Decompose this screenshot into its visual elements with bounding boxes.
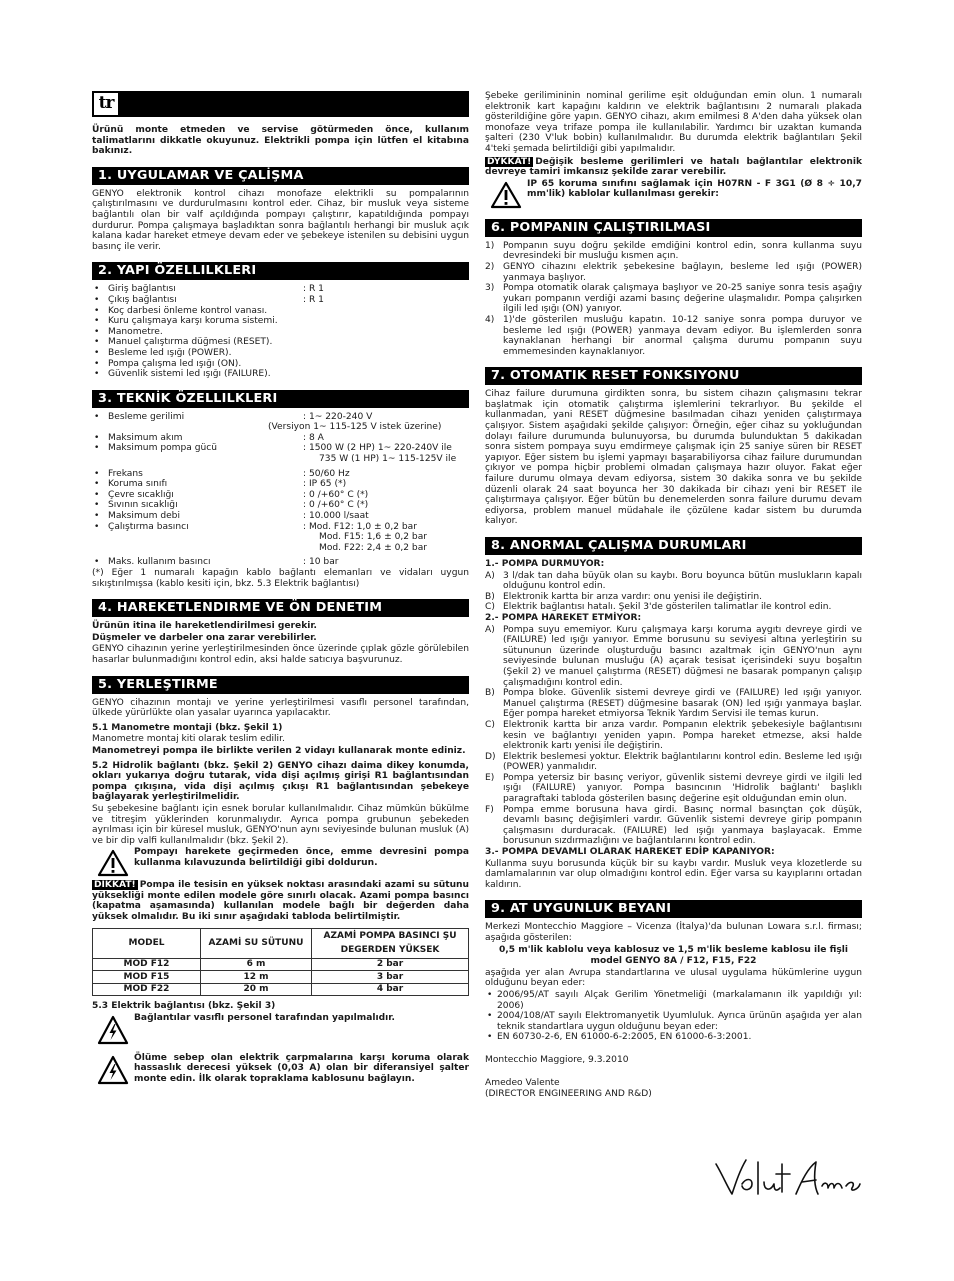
group-1-list: [485, 571, 862, 613]
electric-hazard-icon: [97, 1015, 129, 1045]
list-item: 2) GENYO cihazını elektrik şebekesine bağlayın, besleme led ışığı (POWER) yanmaya başlıyor.: [485, 261, 862, 283]
spec-row: • Besleme gerilimi : 1~ 220-240 V: [92, 412, 469, 423]
warning-cable-text: IP 65 koruma sınıfını sağlamak için H07RN - F 3G1 (Ø 8 ÷ 10,7 mm'lik) kablolar kullanılması gerekir:: [527, 178, 862, 200]
section-4-bold-2: Düşmeler ve darbeler ona zarar verebilirler.: [92, 632, 317, 643]
left-column: [92, 125, 469, 1086]
declaration-text-1: Merkezi Montecchio Maggiore – Vicenza (İtalya)'da bulunan Lowara s.r.l. firması; aşağıda gösterilen:: [485, 922, 862, 943]
list-item: • Çıkış bağlantısı : R 1: [92, 295, 469, 306]
section-5-text: GENYO cihazının montajı ve yerine yerleştirilmesi vasıflı personel tarafından, ülkede yürürlükte olan yasalar uyarınca yapılacaktır.: [92, 697, 469, 719]
place-date: Montecchio Maggiore, 9.3.2010: [485, 1054, 629, 1065]
section-1-text: GENYO elektronik kontrol cihazı monofaze elektrikli su pompalarının çalıştırılmasını ve durdurulmasını kontrol eder. Cihaz, bir musluk veya sisteme bağlantılı olan bir valf açıldığında pompayı çalıştırır, kapatıldığında pompayı durdurur. Pompa çalışmaya başladıktan sonra bağlantılı herhangi bir musluk açık kalana kadar hareket etmeye devam eder ve şebekeye istenilen su debisini uygun basınç ile verir.: [92, 188, 469, 252]
spec-row: • Çalıştırma basıncı : Mod. F12: 1,0 ± 0,2 bar: [92, 522, 469, 533]
spec-row: • Koruma sınıfı : IP 65 (*): [92, 479, 469, 490]
list-item: 3) Pompa otomatik olarak çalışmaya başlıyor ve 20-25 saniye sonra tesis aşağıy yukarı pompanın verdiği azami basınç değerine ulaşmalıdır. Pompa çalışırken ilgili led ışığı (ON) yanıyor.: [485, 283, 862, 315]
list-item: • EN 60730-2-6, EN 61000-6-2:2005, EN 61000-6-3:2001.: [485, 1032, 862, 1043]
right-column: [485, 91, 862, 1101]
language-header-bar: [92, 91, 469, 117]
list-item: • 2006/95/AT sayılı Alçak Gerilim Yönetmeliği (markalamanın ilk yapıldığı yıl: 2006): [485, 990, 862, 1011]
section-4-text: GENYO cihazının yerine yerleştirilmesinden önce üzerinde çıplak gözle görülebilen hasarlar bulunmadığını kontrol edin, aksi halde satıcıya başvurunuz.: [92, 644, 469, 665]
warning-triangle-icon: [490, 181, 522, 209]
section-7-title: 7. OTOMATIK RESET FONKSIYONU: [485, 367, 862, 385]
list-item: A) 3 l/dak tan daha büyük olan su kaybı. Boru boyunca bütün muslukların kapalı olduğunu kontrol edin.: [485, 570, 862, 592]
spec-note: (*) Eğer 1 numaralı kapağın kablo bağlantı elemanları ve vidaları uygun sıkıştırılmışsa (kablo kesiti için, bkz. 5.3 Elektrik bağlantısı): [92, 568, 469, 589]
spec-row: • Maksimum akım : 8 A: [92, 433, 469, 444]
table-header: AZAMİ POMPA BASINCI ŞU DEGERDEN YÜKSEK: [312, 928, 469, 958]
spec-row: 735 W (1 HP) 1~ 115-125V ile: [319, 454, 457, 465]
list-item: • Besleme led ışığı (POWER).: [92, 348, 469, 359]
group-3-text: Kullanma suyu borusunda küçük bir su kaybı vardır. Musluk veya klozetlerde su damlamalarının var olup olmadığını kontrol edin. Eğer varsa su kayıplarını ortadan kaldırın.: [485, 858, 862, 890]
warning-differential: [92, 1053, 469, 1085]
section-3-title: 3. TEKNİK ÖZELLILKLERI: [92, 390, 469, 408]
list-item: • Kuru çalışmaya karşı koruma sistemi.: [92, 316, 469, 327]
electrical-connection-text: Şebeke gerilimininin nominal gerilime eşit olduğundan emin olun. 1 numaralı elektronik kart kapağını kaldırın ve elektrik bağlantısını 2 numaralı plakada gösterildiğine göre yapın. GENYO cihazı, akım emilmesi 8 A'den daha yüksek olan monofaze veya trifaze pompa ile kullanılabilir. Yardımcı bir uzaktan kumanda şalteri (230 V'luk bobin) kullanılmalıdır. Bu durumda elektrik bağlantıları Şekil 4'teki şemada belirtildiği gibi yapılmalıdır.: [485, 91, 862, 154]
spec-row: • Çevre sıcaklığı : 0 /+60° C (*): [92, 490, 469, 501]
subsection-5-1-bold: Manometreyi pompa ile birlikte verilen 2 vidayı kullanarak monte ediniz.: [92, 745, 466, 756]
dykkat-text: Değişik besleme gerilimleri ve hatalı bağlantılar elektronik devreye tamiri imkansız şekilde zarar verebilir.: [485, 156, 862, 178]
table-row: MOD F12 6 m 2 bar: [93, 958, 469, 971]
spec-row: Mod. F22: 2,4 ± 0,2 bar: [319, 542, 428, 553]
electric-hazard-icon: [97, 1055, 129, 1085]
list-item: 1) Pompanın suyu doğru şekilde emdiğini kontrol edin, sonra kullanma suyu devresindeki bir musluğu kısmen açın.: [485, 240, 862, 262]
list-item: B) Elektronik kartta bir arıza vardır: onu yenisi ile değiştirin.: [485, 591, 762, 602]
section-6-list: [485, 241, 862, 358]
spec-row: Mod. F15: 1,6 ± 0,2 bar: [319, 532, 428, 543]
section-9-title: 9. AT UYGUNLUK BEYANI: [485, 900, 862, 918]
list-item: • Manuel çalıştırma düğmesi (RESET).: [92, 337, 469, 348]
section-2-list: [92, 284, 469, 379]
intro-text: Ürünü monte etmeden ve servise götürmeden önce, kullanım talimatlarını dikkatle okuyunuz. Elektrikli pompa için lütfen el kitabına bakınız.: [92, 125, 469, 157]
dikkat-note: [92, 880, 469, 922]
spec-row: (Versiyon 1~ 115-125 V istek üzerine): [268, 422, 442, 433]
directive-list: [485, 990, 862, 1043]
table-header: MODEL: [93, 928, 201, 958]
spec-row: • Sıvının sıcaklığı : 0 /+60° C (*): [92, 500, 469, 511]
spec-row: • Maks. kullanım basıncı : 10 bar: [92, 557, 469, 568]
subsection-5-3-title: 5.3 Elektrik bağlantısı (bkz. Şekil 3): [92, 1001, 276, 1012]
warning-priming-text: Pompayı harekete geçirmeden önce, emme devresini pompa kullanma kılavuzunda belirtildiği gibi doldurun.: [134, 847, 469, 868]
handwritten-signature: [712, 1156, 864, 1198]
spec-row: • Frekans : 50/60 Hz: [92, 469, 469, 480]
list-item: • Pompa çalışma led ışığı (ON).: [92, 359, 469, 370]
list-item: E) Pompa yetersiz bir basınç veriyor, güvenlik sistemi devreye girdi ve ilgili led ışığı (FAILURE) yanıyor. Pompa basıncının 'Hidrolik bağlantı' başlıklı paragraftaki tabloda gösterilen basınç değerine eşit olduğundan emin olun.: [485, 772, 862, 805]
section-2-title: 2. YAPI ÖZELLILKLERI: [92, 262, 469, 280]
section-4-bold-1: Ürünün itina ile hareketlendirilmesi gerekir.: [92, 621, 318, 632]
warning-priming: [92, 847, 469, 877]
list-item: B) Pompa bloke. Güvenlik sistemi devreye girdi ve (FAILURE) led ışığı yanıyor. Manuel çalıştırma (RESET) düğmesine basarak (ON) led ışığı yanmaya başlar. Eğer pompa hareket etmiyorsa Teknik Yardım Servisi ile temas kurun.: [485, 688, 862, 720]
warning-differential-text: Ölüme sebep olan elektrik çarpmalarına karşı koruma olarak hassaslık derecesi yüksek (0,03 A) olan bir diferansiyel şalter monte edin. İlk olarak topraklama kablosunu bağlayın.: [134, 1052, 469, 1084]
declaration-text-2: aşağıda yer alan Avrupa standartlarına ve ulusal uygulama hükümlerine uygun olduğunu beyan eder:: [485, 967, 862, 989]
list-item: 4) 1)'de gösterilen musluğu kapatın. 10-12 saniye sonra pompa duruyor ve besleme led ışığı (POWER) yanmaya devam ediyor. Bu işlemlerden sonra kaynaklanan herhangi bir anormal çalışma durumu pompanın suyu emmemesinden kaynaklanıyor.: [485, 314, 862, 357]
spec-row: • Maksimum pompa gücü : 1500 W (2 HP) 1~ 220-240V ile: [92, 443, 469, 454]
group-2-list: [485, 625, 862, 847]
table-row: MOD F15 12 m 3 bar: [93, 971, 469, 984]
list-item: • Manometre.: [92, 327, 469, 338]
section-5-title: 5. YERLEŞTIRME: [92, 676, 469, 694]
dikkat-label: DİKKAT!: [94, 880, 136, 891]
group-2-title: 2.- POMPA HAREKET ETMİYOR:: [485, 612, 642, 623]
signatory-name: Amedeo Valente: [485, 1077, 560, 1088]
signatory-role: (DIRECTOR ENGINEERING AND R&D): [485, 1089, 652, 1100]
section-7-text: Cihaz failure durumuna girdikten sonra, bu sistem cihazın çalışmasını tekrar başlatmak için otomatik çalıştırma işlemlerini tekrarlıyor. Bu şekilde el kullanmadan, yani RESET düğmesine basılmadan cihazı yeniden çalıştırmaya çalışıyor. Sistem aşağıdaki şekilde çalışıyor: Örneğin, eğer cihaz su yokluğundan dolayı failure durumunda bulunuyorsa, bu durumda bulunduktan 5 dakikadan sonra sistem pompaya suyu emdirmeye çalışmak için 25 saniye süren bir RESET yapıyor. Eğer sistem bu işlemi yapmayı başarabiliyorsa cihaz failure durumundan çıkıyor ve pompa hiçbir problemi olmadan çalışmaya hazır oluyor. Fakat eğer failure durumu olmaya devam ediyorsa, sistem 30 dakika sonra ve bu şekilde düzenli olarak 24 saat boyunca her 30 dakikada bir cihazı yeni bir RESET ile çalıştırmaya çalışıyor. Eğer bütün bu denemelerden sonra failure durumu devam ediyorsa, problem manuel müdahale ile çözülene kadar sistem bu durumda kalıyor.: [485, 389, 862, 527]
table-row: MOD F22 20 m 4 bar: [93, 983, 469, 996]
spec-row: • Maksimum debi : 10.000 l/saat: [92, 511, 469, 522]
model-table: [92, 928, 469, 997]
subsection-5-2-text: Su şebekesine bağlantı için esnek borular kullanılmalıdır. Cihaz mümkün bükülme ve titreşim yüklerinden korunmalıydır. Ayrıca pompa grubunun şebekeden ayrılması için bir küresel musluk, GENYO'nun aynı seviyesinde bulunan musluk (A) ve bir dip valfi kullanılmalıdır (bkz. Şekil 2).: [92, 803, 469, 846]
list-item: • Giriş bağlantısı : R 1: [92, 284, 469, 295]
list-item: • Koç darbesi önleme kontrol vanası.: [92, 306, 469, 317]
section-4-title: 4. HAREKETLENDIRME VE ÖN DENETIM: [92, 599, 469, 617]
dykkat-label: DYKKAT!: [487, 156, 532, 167]
section-6-title: 6. POMPANIN ÇALIŞTIRILMASI: [485, 219, 862, 237]
subsection-5-2-bold: 5.2 Hidrolik bağlantı (bkz. Şekil 2) GENYO cihazı daima dikey konumda, okları yukarıya doğru tutarak, vida dişi açılmış girişi R1 bağlantısından pompa çıkışına, vida dişi açılmış çıkışı R1 bağlantısından şebekeye bağlayarak yerleştirilmelidir.: [92, 760, 469, 803]
list-item: • 2004/108/AT sayılı Elektromanyetik Uyumluluk. Ayrıca ürünün aşağıda yer alan teknik standartlara uygun olduğunu beyan eder:: [485, 1011, 862, 1032]
declaration-product-line-2: model GENYO 8A / F12, F15, F22: [590, 956, 757, 967]
list-item: A) Pompa suyu ememiyor. Kuru çalışmaya karşı koruma aygıtı devreye girdi ve (FAILURE) led ışığı yanıyor. Emme borusunu su seviyesi altına yerleştirin su sütununun üzerinde oluşturduğu basıncı azaltmak için GENYO'nun aynı seviyesinde bulunan musluğu (A) açarak tesisat içerisindeki suyu boşaltın (Şekil 2) ve manuel çalıştırma (RESET) düğmesi ne basarak pompanyn çalışıp çalışmadığını kontrol edin.: [485, 624, 862, 688]
list-item: • Güvenlik sistemi led ışığı (FAILURE).: [92, 369, 469, 380]
subsection-5-1-title: 5.1 Manometre montaji (bkz. Şekil 1): [92, 722, 283, 733]
dikkat-text: Pompa ile tesisin en yüksek noktası arasındaki azami su sütunu yüksekliği monte edilen modele göre sınırlı olacak. Azami pompa basıncı (kapatma aşamasında) kullanılan modele bağlı bir değerden daha yüksek olmalıdır. Bu iki sınır aşağıdaki tabloda belirtilmiştir.: [92, 880, 469, 923]
warning-qualified-text: Bağlantılar vasıflı personel tarafından yapılmalıdır.: [134, 1012, 395, 1023]
list-item: F) Pompa emme borusuna hava girdi. Basınç normal basınçtan çok düşük, devamlı basınç değişimleri vardır. Güvenlik sistemi devreye girip pompanın çalışmasını durduracak. (FAILURE) led ışığı yanmaya başlayacak. Emme borusunun sızdırmazlığını ve bağlantılarını kontrol edin.: [485, 804, 862, 847]
group-3-title: 3.- POMPA DEVAMLI OLARAK HAREKET EDİP KAPANIYOR:: [485, 847, 775, 858]
declaration-product-line-1: 0,5 m'lik kablolu veya kablosuz ve 1,5 m'lik besleme kablosu ile fişli: [498, 944, 849, 955]
table-header: AZAMİ SU SÜTUNU: [201, 928, 312, 958]
dykkat-note: [485, 157, 862, 178]
list-item: C) Elektronik kartta bir arıza vardır. Pompanın elektrik şebekesiyle bağlantısını kesin ve bağlantıyı yeniden yapın. Pompa hareket etmezse, aksi halde elektronik kartı yenisi ile değiştirin.: [485, 719, 862, 752]
warning-qualified: [92, 1013, 469, 1045]
list-item: C) Elektrik bağlantısı hatalı. Şekil 3'de gösterilen talimatlar ile kontrol edin.: [485, 602, 832, 613]
language-code-logo: tr: [92, 91, 120, 117]
warning-triangle-icon: [97, 849, 129, 877]
group-1-title: 1.- POMPA DURMUYOR:: [485, 559, 605, 569]
warning-cable: [485, 179, 862, 209]
tech-spec-list: [92, 412, 469, 568]
list-item: D) Elektrik beslemesi yoktur. Elektrik bağlantılarını kontrol edin. Besleme led ışığı (POWER) yanmalıdır.: [485, 751, 862, 773]
section-8-title: 8. ANORMAL ÇALIŞMA DURUMLARI: [485, 537, 862, 555]
subsection-5-1-text: Manometre montaj kiti olarak teslim edilir.: [92, 734, 285, 745]
section-1-title: 1. UYGULAMAR VE ÇALİŞMA: [92, 167, 469, 185]
